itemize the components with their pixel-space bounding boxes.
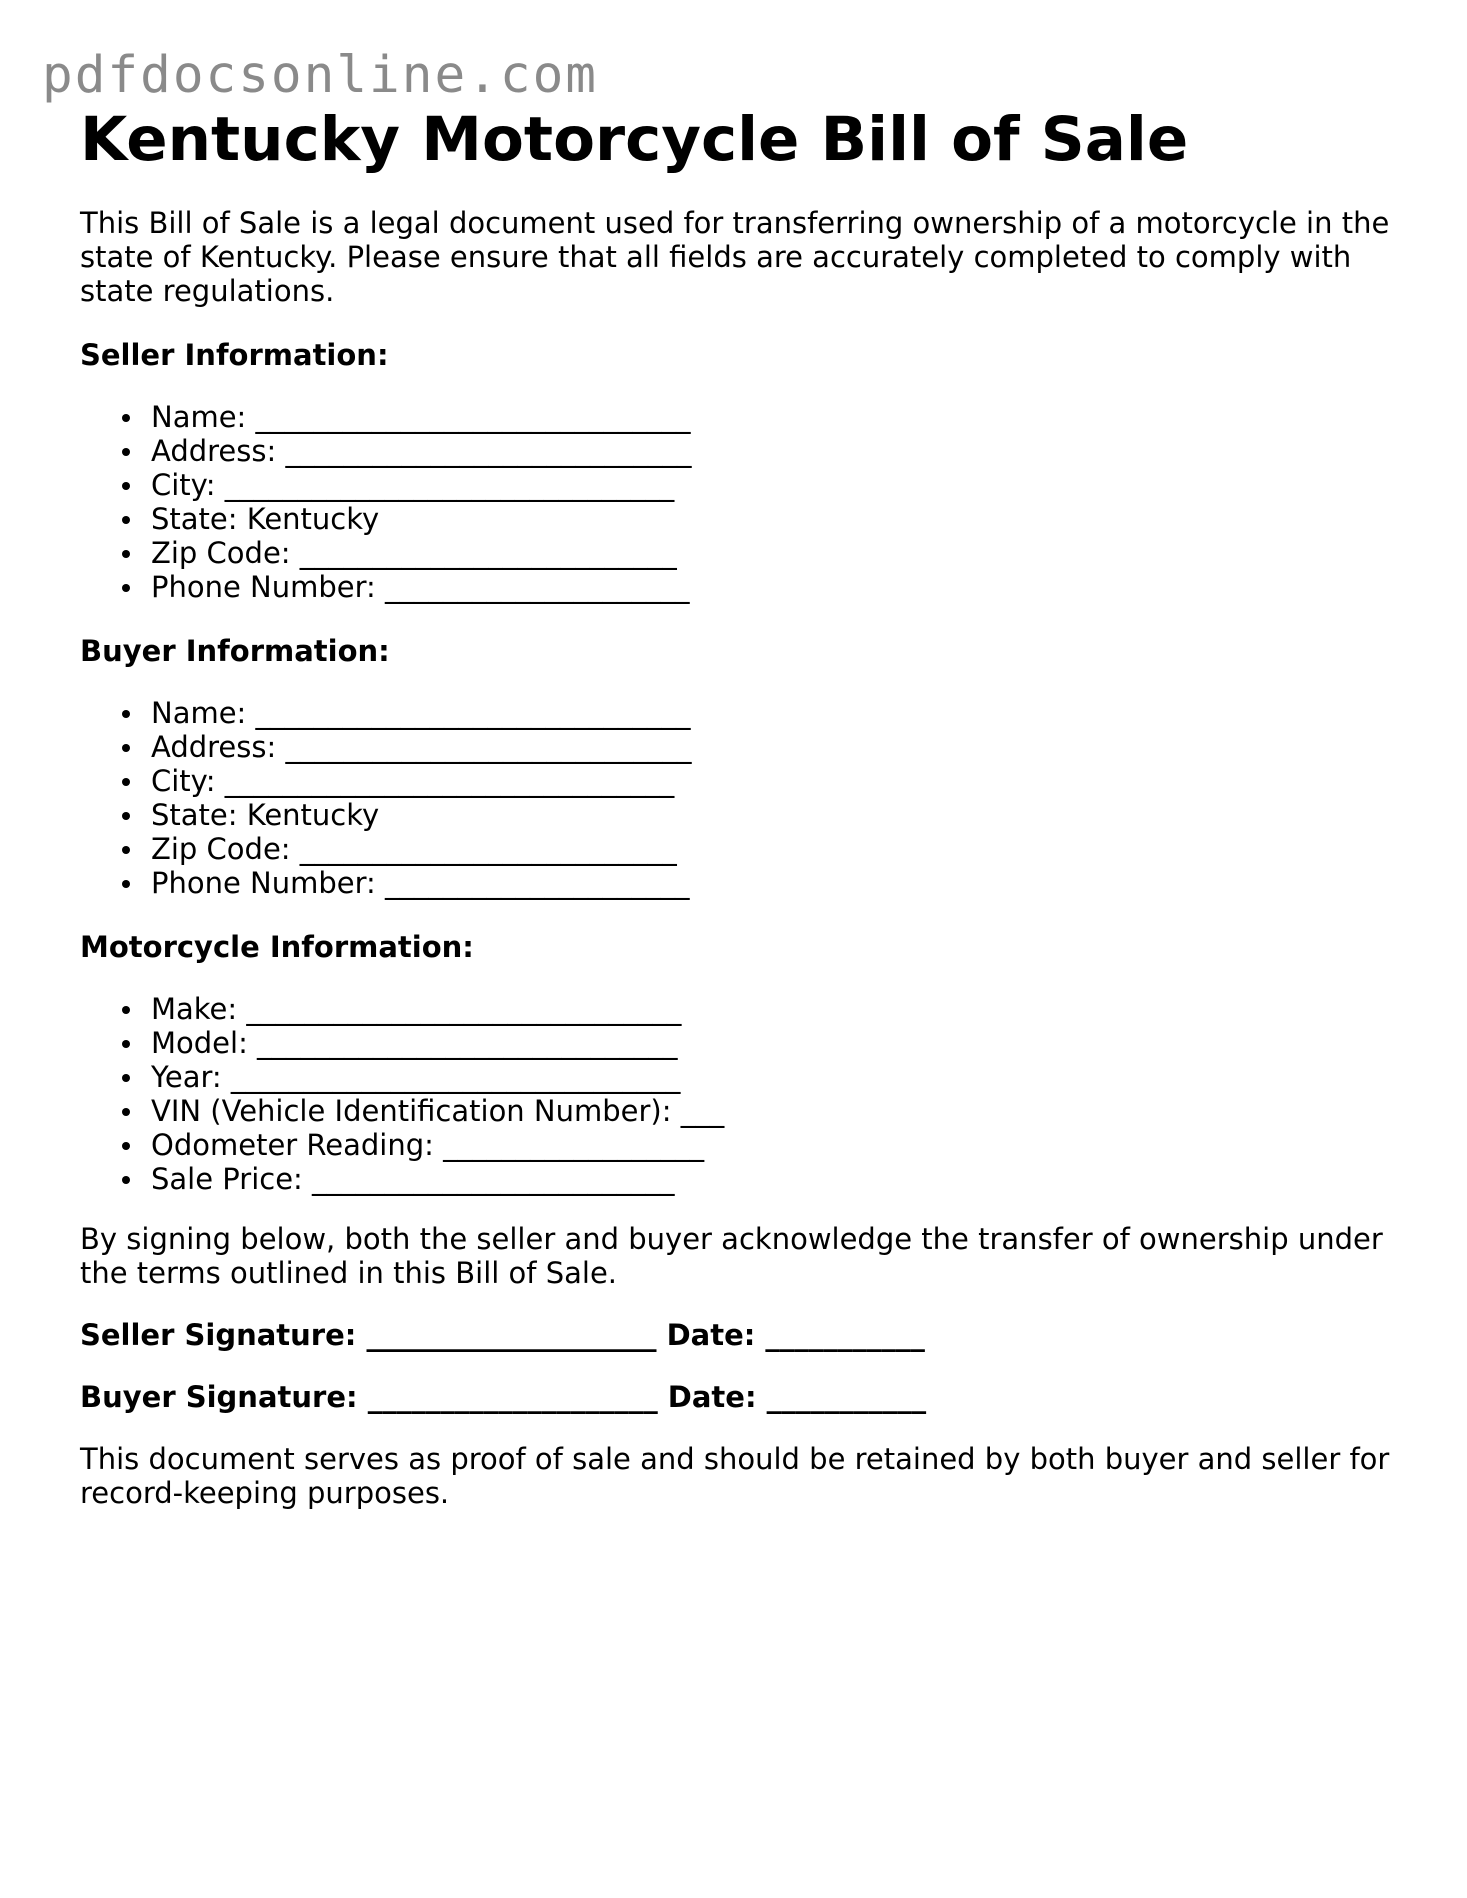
seller-address-field: Address: ____________________________ xyxy=(151,434,1400,468)
seller-city-field: City: _______________________________ xyxy=(151,468,1400,502)
buyer-phone-field: Phone Number: _____________________ xyxy=(151,866,1400,900)
motorcycle-model-field: Model: _____________________________ xyxy=(151,1026,1400,1060)
seller-fields-list xyxy=(80,400,1400,604)
buyer-fields-list xyxy=(80,696,1400,900)
motorcycle-make-field: Make: ______________________________ xyxy=(151,992,1400,1026)
seller-signature-line: Seller Signature: ____________________ Date: ___________ xyxy=(80,1318,925,1352)
buyer-city-field: City: _______________________________ xyxy=(151,764,1400,798)
closing-paragraph: This document serves as proof of sale and should be retained by both buyer and seller for record-keeping purposes. xyxy=(80,1442,1390,1510)
seller-name-field: Name: ______________________________ xyxy=(151,400,1400,434)
buyer-state-field: State: Kentucky xyxy=(151,798,1400,832)
motorcycle-section-heading: Motorcycle Information: xyxy=(80,930,474,964)
document-page xyxy=(80,100,1400,1510)
buyer-zip-field: Zip Code: __________________________ xyxy=(151,832,1400,866)
motorcycle-year-field: Year: _______________________________ xyxy=(151,1060,1400,1094)
intro-paragraph: This Bill of Sale is a legal document used for transferring ownership of a motorcycle in the state of Kentucky. Please ensure that all fields are accurately completed to comply with state regulations. xyxy=(80,206,1390,308)
seller-zip-field: Zip Code: __________________________ xyxy=(151,536,1400,570)
document-title: Kentucky Motorcycle Bill of Sale xyxy=(80,104,1189,175)
motorcycle-odometer-field: Odometer Reading: __________________ xyxy=(151,1128,1400,1162)
seller-section-heading: Seller Information: xyxy=(80,338,389,372)
buyer-signature-line: Buyer Signature: ____________________ Date: ___________ xyxy=(80,1380,927,1414)
motorcycle-vin-field: VIN (Vehicle Identification Number): ___ xyxy=(151,1094,1400,1128)
seller-state-field: State: Kentucky xyxy=(151,502,1400,536)
acknowledgement-paragraph: By signing below, both the seller and buyer acknowledge the transfer of ownership under the terms outlined in this Bill of Sale. xyxy=(80,1222,1383,1290)
buyer-address-field: Address: ____________________________ xyxy=(151,730,1400,764)
seller-phone-field: Phone Number: _____________________ xyxy=(151,570,1400,604)
motorcycle-fields-list xyxy=(80,992,1400,1196)
buyer-name-field: Name: ______________________________ xyxy=(151,696,1400,730)
buyer-section-heading: Buyer Information: xyxy=(80,634,390,668)
watermark: pdfdocsonline.com xyxy=(42,46,598,105)
motorcycle-sale-price-field: Sale Price: _________________________ xyxy=(151,1162,1400,1196)
